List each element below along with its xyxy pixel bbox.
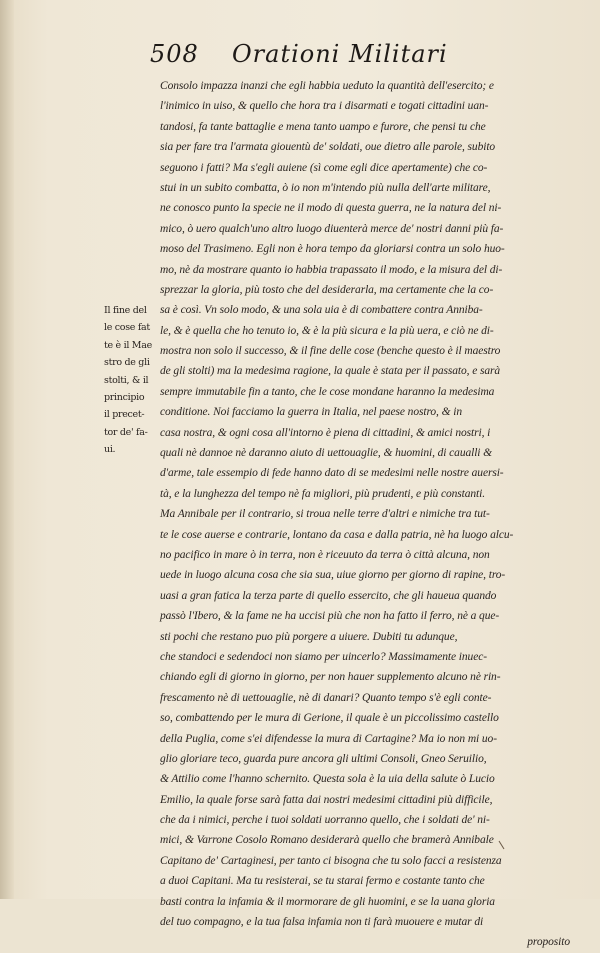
text-line: che standoci e sedendoci non siamo per uincerlo? Massimamente inuec- [160,650,487,663]
margin-note-line: principio [104,391,145,403]
text-line: Ma Annibale per il contrario, si troua nelle terre d'altri e nimiche tra tut- [160,508,490,521]
text-line: Consolo impazza inanzi che egli habbia ueduto la quantità dell'esercito; e [160,80,494,92]
text-line: uasi a gran fatica la terza parte di quello essercito, che gli haueua quando [160,589,497,602]
text-line: proposito [527,936,570,949]
text-line: mostra non solo il successo, & il fine delle cose (benche questo è il maestro [160,345,501,358]
text-line: del tuo compagno, e la tua falsa infamia non ti farà muouere e mutar di [160,916,484,929]
text-line: basti contra la infamia & il mormorare de gli huomini, e se la uana gloria [160,895,495,908]
text-line: Emilio, la quale forse sarà fatta dai nostri medesimi cittadini più difficile, [160,793,493,806]
binding-gutter [0,0,14,899]
text-line: chiando egli di giorno in giorno, per non hauer supplemento alcuno nè rin- [160,671,501,684]
margin-note-line: ui. [104,444,116,456]
margin-note-line: il precet- [104,409,145,421]
text-line: Capitano de' Cartaginesi, per tanto ci bisogna che tu solo facci a resistenza [160,854,502,867]
running-title: Orationi Militari [232,40,448,68]
text-line: moso del Trasimeno. Egli non è hora tempo da gloriarsi contra un solo huo- [160,243,505,256]
text-line: sia per fare tra l'armata giouentù de' soldati, oue dietro alle parole, subito [160,141,496,154]
text-line: glio gloriare teco, guarda pure ancora gli ultimi Consoli, Gneo Seruilio, [160,752,487,765]
text-line: tà, e la lunghezza del tempo nè fa migliori, più prudenti, e più constanti. [160,487,486,500]
margin-note-line: stolti, & il [104,374,149,386]
text-line: a duoi Capitani. Ma tu resisterai, se tu starai fermo e costante tanto che [160,875,485,888]
text-line: le, & è quella che ho tenuto io, & è la più sicura e la più uera, e ciò ne di- [160,324,494,337]
text-line: mico, ò uero qualch'uno altro luogo diuenterà merce de' nostri danni più fa- [160,222,504,235]
text-line: passò l'Ibero, & la fame ne ha uccisi più che non ha fatto il ferro, nè a que- [160,610,500,623]
text-line: seguono i fatti? Ma s'egli auiene (sì come egli dice apertamente) che co- [160,161,488,174]
margin-note-line: te è il Mae [104,339,152,351]
text-line: conditione. Noi facciamo la guerra in Italia, nel paese nostro, & in [160,406,462,419]
text-line: te le cose auerse e contrarie, lontano da casa e dalla patria, nè ha luogo alcu- [160,528,514,541]
text-line: l'inimico in uiso, & quello che hora tra i disarmati e togati cittadini uan- [160,100,489,113]
margin-note-line: stro de gli [104,357,150,369]
text-line: casa nostra, & ogni cosa all'intorno è piena di cittadini, & amici nostri, i [160,426,491,439]
text-line: sempre immutabile fin a tanto, che le cose mondane haranno la medesima [160,385,495,398]
text-line: della Puglia, come s'ei difendesse la mura di Cartagine? Ma io non mi uo- [160,732,497,745]
text-line: mo, nè da mostrare quanto io habbia trapassato il modo, e la misura del di- [160,263,503,276]
margin-note-line: le cose fat [104,322,150,334]
body-text [160,76,590,953]
text-line: tandosi, fa tante battaglie e mena tanto uampo e furore, che pensi tu che [160,120,486,133]
text-line: no pacifico in mare ò in terra, non è riceuuto da terra ò città alcuna, non [160,548,490,561]
ink-mark-icon [498,840,506,850]
text-line: sti pochi che restano puo più porgere a uiuere. Dubiti tu adunque, [160,630,458,643]
text-line: uede in luogo alcuna cosa che sia sua, uiue giorno per giorno di rapine, tro- [160,569,506,582]
text-line: ne conosco punto la specie ne il modo di questa guerra, ne la natura del ni- [160,202,502,215]
text-line: so, combattendo per le mura di Gerione, il quale è un piccolissimo castello [160,712,499,725]
text-line: mici, & Varrone Cosolo Romano desiderarà quello che bramerà Annibale [160,834,494,847]
text-line: sa è così. Vn solo modo, & una sola uia è di combattere contra Anniba- [160,304,483,317]
text-line: sprezzar la gloria, più tosto che del desiderarla, ma certamente che la co- [160,283,494,296]
text-line: d'arme, tale essempio di fede hanno dato di se medesimi nelle nostre auersi- [160,467,504,480]
margin-note-line: tor de' fa- [104,426,148,438]
text-line: che da i nimici, perche i tuoi soldati uorranno quello, che i soldati de' ni- [160,814,490,827]
margin-note-line: Il fine del [104,305,147,316]
text-line: de gli stolti) ma la medesima ragione, la quale è stata per il passato, e sarà [160,365,501,378]
text-line: stui in un subito combatta, ò io non m'intendo più nulla dell'arte militare, [160,181,491,194]
margin-note [104,302,160,459]
text-line: & Attilio come l'hanno schernito. Questa sola è la uia della salute ò Lucio [160,773,495,786]
text-line: frescamento nè di uettouaglie, nè di danari? Quanto tempo s'è egli conte- [160,691,492,704]
page-number: 508 [150,40,199,68]
text-line: quali nè dannoe nè daranno aiuto di uettouaglie, & huomini, di caualli & [160,447,493,460]
